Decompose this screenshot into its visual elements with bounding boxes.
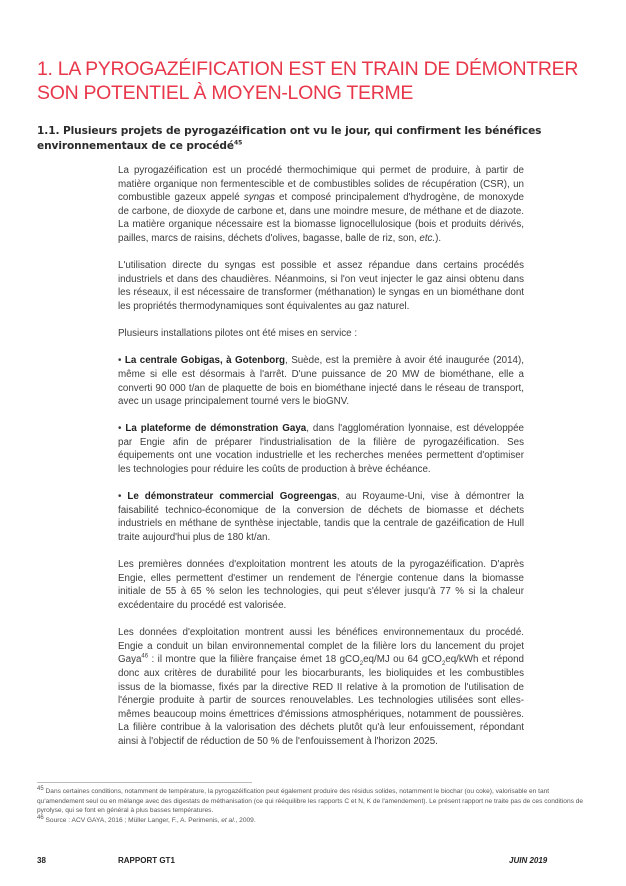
footnotes <box>37 787 585 825</box>
bullet-icon: • <box>118 491 122 503</box>
chapter-title-line-1: 1. LA PYROGAZÉIFICATION EST EN TRAIN DE DÉMONTRER <box>37 58 579 80</box>
footnote-ref-46[interactable]: 46 <box>141 654 149 661</box>
italic-etc: etc. <box>419 232 436 244</box>
footnote-number: 46 <box>37 814 44 821</box>
footnote-45 <box>37 787 585 816</box>
bullet-gogreengas <box>118 490 524 544</box>
bullet-title: Le démonstrateur commercial Gogreengas <box>127 491 337 503</box>
chapter-title-line-2: SON POTENTIEL À MOYEN-LONG TERME <box>37 82 414 104</box>
bullet-text: , dans l'agglomération lyonnaise, est développée par Engie afin de préparer l'industrialisation de la filière de pyrogazéification. Ses équipements ont une vocation industrielle et les recherches menées permettent d'optimiser les technologies pour réduire les coûts de production à brève échéance. <box>118 423 524 476</box>
text-run: eq/kWh et répond donc aux critères de durabilité pour les biocarburants, les bioliquides et les combustibles issus de la biomasse, fixés par la directive RED II relative à la promotion de l'utilisation de l'énergie produite à partir de sources renouvelables. Les technologies utilisées sont elles-mêmes beaucoup moins émettrices d'émissions atmosphériques, notamment de poussières. La filière contribue à la valorisation des déchets plutôt qu'à leur enfouissement, répondant ainsi à l'objectif de réduction de 50 % de l'enfouissement à l'horizon 2025. <box>118 654 524 747</box>
bullet-gobigas <box>118 354 524 408</box>
text-run: eq/MJ ou 64 gCO <box>363 654 442 666</box>
text-run: et composé principalement d'hydrogène, de monoxyde de carbone, de dioxyde de carbone et, dans une moindre mesure, de méthane et de diazote. La matière organique nécessaire est la biomasse lignocellulosique (bois et produits dérivés, pailles, marcs de raisins, déchets d'olives, bagasse, balle de riz, son, <box>118 192 524 244</box>
chapter-title <box>37 57 597 105</box>
footnote-divider <box>37 782 252 783</box>
paragraph-intro <box>118 164 524 246</box>
footnote-number: 45 <box>37 785 44 792</box>
footnote-text: Dans certaines conditions, notamment de température, la pyrogazéification peut également produire des résidus solides, notamment le biochar (ou coke), valorisable en tant qu'amendement seul ou en mélange avec des digestats de méthanisation (ce qui rééquilibre les rapports C et N, K de l'amendement). Le présent rapport ne traite pas de ces conditions de pyrolyse, qui se font en général à plus basses températures. <box>37 788 584 815</box>
bullet-gaya <box>118 422 524 476</box>
footnote-italic: et al. <box>221 816 236 824</box>
section-title <box>37 124 585 153</box>
paragraph-first-data: Les premières données d'exploitation montrent les atouts de la pyrogazéification. D'après Engie, elles permettent d'estimer un rendement de l'énergie contenue dans la biomasse initiale de 55 à 65 % selon les technologies, qui peut s'élever jusqu'à 77 % si la chaleur excédentaire du procédé est valorisée. <box>118 559 524 611</box>
subscript: 2 <box>441 661 446 668</box>
report-name: RAPPORT GT1 <box>118 856 175 865</box>
paragraph-pilots-intro: Plusieurs installations pilotes ont été mises en service : <box>118 328 358 340</box>
footnote-text: , 2009. <box>235 816 256 824</box>
bullet-text: , Suède, est la première à avoir été inaugurée (2014), même si elle est désormais à l'arrêt. D'une puissance de 20 MW de biométhane, elle a converti 90 000 t/an de plaquette de bois en biométhane injecté dans le réseau de transport, avec un usage principalement tourné vers le bioGNV. <box>118 355 524 408</box>
bullet-text: , au Royaume-Uni, vise à démontrer la faisabilité technico-économique de la conversion de déchets de biomasse et déchets industriels en méthane de synthèse injectable, tandis que la centrale de gazéification de Hull traite aujourd'hui plus de 180 kt/an. <box>118 491 524 544</box>
text-run: ). <box>435 232 442 244</box>
footnote-ref-45[interactable]: 45 <box>234 138 243 146</box>
italic-term: syngas <box>243 192 275 204</box>
paragraph-syngas-usage: L'utilisation directe du syngas est possible et assez répandue dans certains procédés industriels et dans des chaudières. Néanmoins, si l'on veut injecter le gaz ainsi obtenu dans les réseaux, il est nécessaire de transformer (méthanation) le syngas en un biométhane dont les propriétés thermodynamiques sont équivalentes au gaz naturel. <box>118 260 524 312</box>
paragraph-environmental-benefits <box>118 626 524 748</box>
text-run: : il montre que la filière française émet 18 gCO <box>148 654 360 666</box>
text-run: La pyrogazéification est un procédé thermochimique qui permet de produire, à partir de matière organique non fermentescible et de combustibles solides de récupération (CSR), un combustible gazeux appelé <box>118 165 524 204</box>
bullet-title: La plateforme de démonstration Gaya <box>125 423 307 435</box>
footnote-46 <box>37 816 585 826</box>
bullet-icon: • <box>118 355 122 367</box>
footnote-text: Source : ACV GAYA, 2016 ; Müller Langer, F., A. Perimenis, <box>43 816 222 824</box>
body-text <box>118 164 524 762</box>
bullet-title: La centrale Gobigas, à Gotenborg <box>124 355 286 367</box>
subscript: 2 <box>359 661 364 668</box>
section-title-text: 1.1. Plusieurs projets de pyrogazéification ont vu le jour, qui confirment les bénéfices environnementaux de ce procédé <box>37 125 542 152</box>
page-number: 38 <box>37 856 46 865</box>
text-run: Les données d'exploitation montrent aussi les bénéfices environnementaux du procédé. Engie a conduit un bilan environnemental complet de la filière lors du lancement du projet Gaya <box>118 627 524 666</box>
bullet-icon: • <box>118 423 122 435</box>
report-date: JUIN 2019 <box>509 856 548 865</box>
